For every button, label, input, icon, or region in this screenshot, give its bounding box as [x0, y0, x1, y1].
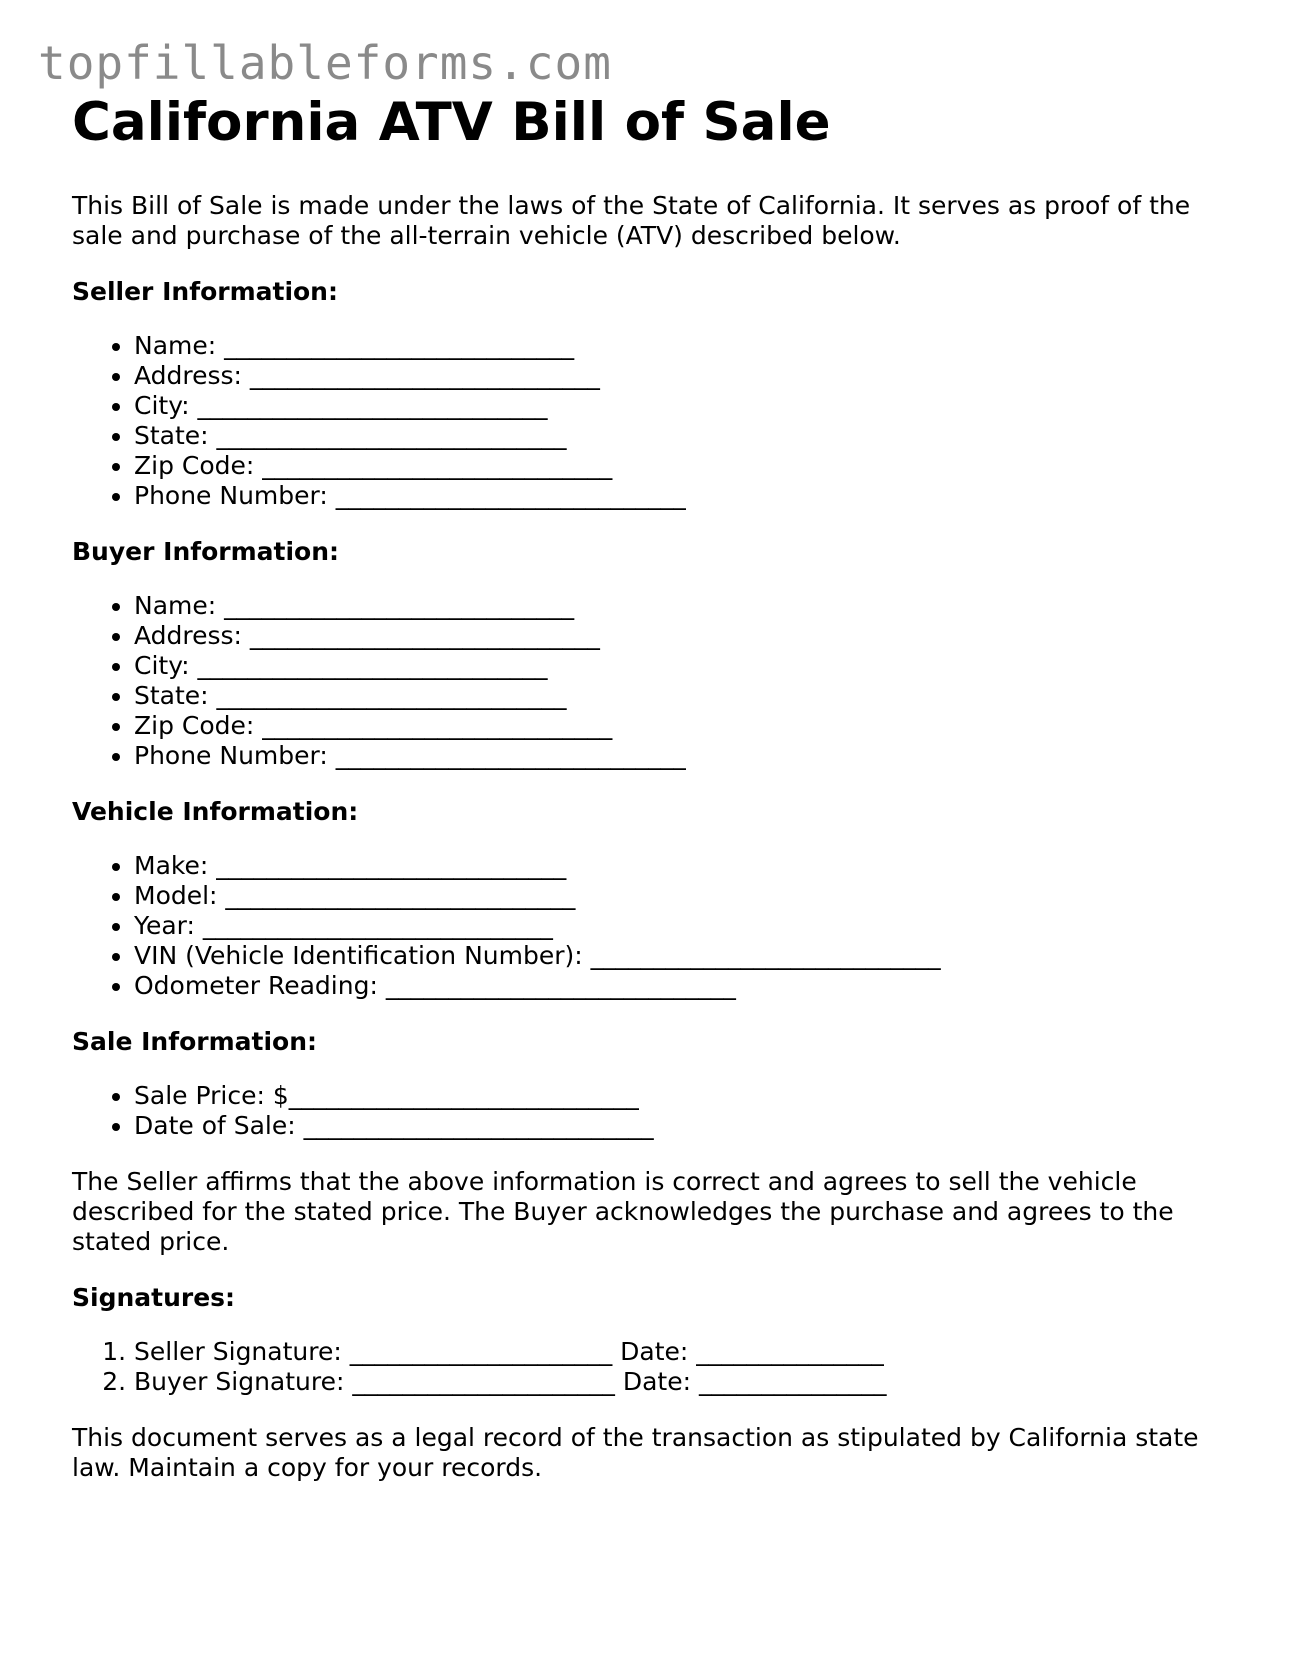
seller-heading: Seller Information:: [72, 277, 338, 306]
signatures-heading: Signatures:: [72, 1283, 236, 1312]
buyer-state-field: • State: ____________________________: [134, 681, 1232, 711]
buyer-name-field: • Name: ____________________________: [134, 591, 1232, 621]
sale-fields: [72, 1081, 1232, 1141]
vehicle-vin-field: • VIN (Vehicle Identification Number): ____________________________: [134, 941, 1232, 971]
seller-phone-field: • Phone Number: ____________________________: [134, 481, 1232, 511]
vehicle-make-field: • Make: ____________________________: [134, 851, 1232, 881]
watermark: topfillableforms.com: [38, 36, 612, 90]
signature-lines: [72, 1337, 1232, 1397]
seller-address-field: • Address: ____________________________: [134, 361, 1232, 391]
sale-heading: Sale Information:: [72, 1027, 317, 1056]
document: [72, 88, 1232, 1483]
buyer-city-field: • City: ____________________________: [134, 651, 1232, 681]
buyer-phone-field: • Phone Number: ____________________________: [134, 741, 1232, 771]
document-title: California ATV Bill of Sale: [72, 92, 831, 153]
buyer-zip-field: • Zip Code: ____________________________: [134, 711, 1232, 741]
buyer-signature-line: 2. Buyer Signature: _____________________ Date: _______________: [134, 1367, 1232, 1397]
vehicle-heading: Vehicle Information:: [72, 797, 359, 826]
sale-date-field: • Date of Sale: ____________________________: [134, 1111, 1232, 1141]
seller-name-field: • Name: ____________________________: [134, 331, 1232, 361]
vehicle-model-field: • Model: ____________________________: [134, 881, 1232, 911]
affirmation-paragraph: The Seller affirms that the above information is correct and agrees to sell the vehicle described for the stated price. The Buyer acknowledges the purchase and agrees to the stated price.: [72, 1167, 1174, 1256]
seller-zip-field: • Zip Code: ____________________________: [134, 451, 1232, 481]
seller-signature-line: 1. Seller Signature: _____________________ Date: _______________: [134, 1337, 1232, 1367]
sale-price-field: • Sale Price: $____________________________: [134, 1081, 1232, 1111]
buyer-fields: [72, 591, 1232, 771]
buyer-address-field: • Address: ____________________________: [134, 621, 1232, 651]
vehicle-year-field: • Year: ____________________________: [134, 911, 1232, 941]
seller-city-field: • City: ____________________________: [134, 391, 1232, 421]
buyer-heading: Buyer Information:: [72, 537, 340, 566]
intro-paragraph: This Bill of Sale is made under the laws of the State of California. It serves as proof of the sale and purchase of the all-terrain vehicle (ATV) described below.: [72, 191, 1191, 250]
vehicle-fields: [72, 851, 1232, 1001]
vehicle-odometer-field: • Odometer Reading: ____________________________: [134, 971, 1232, 1001]
seller-fields: [72, 331, 1232, 511]
closing-paragraph: This document serves as a legal record of the transaction as stipulated by California state law. Maintain a copy for your records.: [72, 1423, 1199, 1482]
seller-state-field: • State: ____________________________: [134, 421, 1232, 451]
